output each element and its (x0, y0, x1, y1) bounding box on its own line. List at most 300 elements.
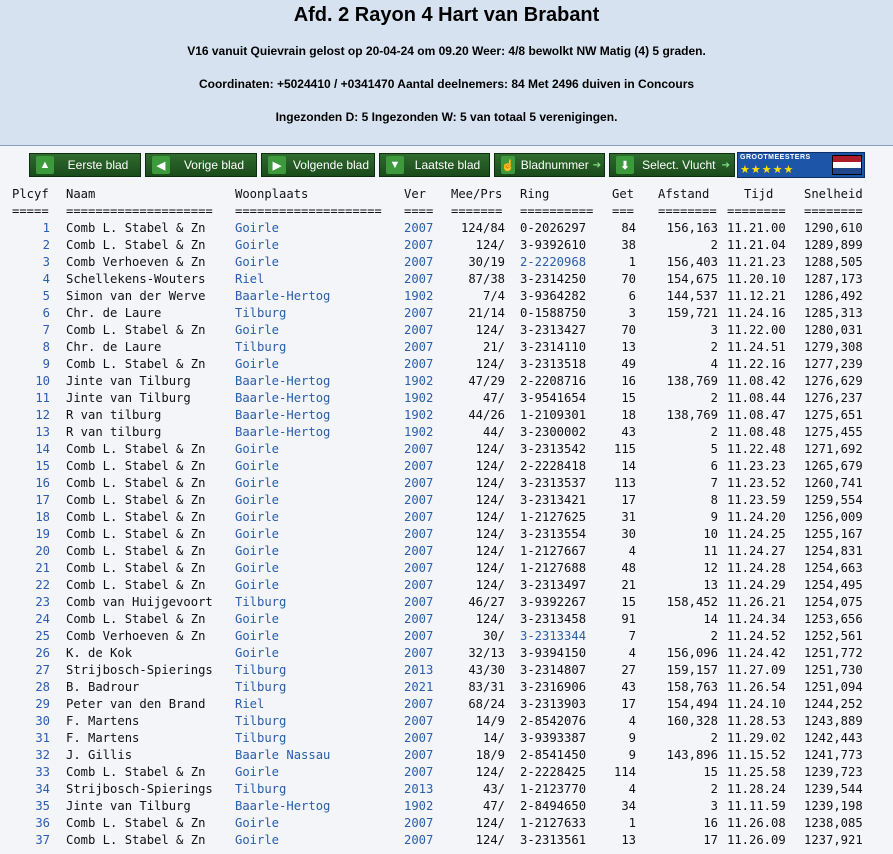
cell-mee-prs: 124/ (475, 578, 505, 592)
cell-ver[interactable]: 2007 (404, 578, 434, 592)
cell-plaats[interactable]: 1 (42, 221, 50, 235)
cell-woonplaats[interactable]: Goirle (235, 493, 280, 507)
cell-snelheid: 1256,009 (804, 510, 863, 524)
cell-woonplaats[interactable]: Goirle (235, 527, 280, 541)
cell-ring: 3-2313561 (520, 833, 587, 847)
cell-afstand: 7 (710, 476, 718, 490)
cell-ver[interactable]: 2007 (404, 714, 434, 728)
cell-woonplaats[interactable]: Riel (235, 697, 265, 711)
cell-woonplaats[interactable]: Tilburg (235, 340, 287, 354)
cell-mee-prs: 124/ (475, 476, 505, 490)
cell-snelheid: 1254,075 (804, 595, 863, 609)
cell-ver[interactable]: 2007 (404, 612, 434, 626)
cell-mee-prs: 124/ (475, 510, 505, 524)
cell-woonplaats[interactable]: Tilburg (235, 680, 287, 694)
cell-afstand: 154,494 (666, 697, 718, 711)
cell-woonplaats[interactable]: Tilburg (235, 306, 287, 320)
cell-plaats[interactable]: 32 (35, 748, 50, 762)
table-row (0, 696, 893, 713)
cell-ver[interactable]: 2007 (404, 357, 434, 371)
cell-woonplaats[interactable]: Tilburg (235, 731, 287, 745)
cell-afstand: 13 (703, 578, 718, 592)
table-row (0, 645, 893, 662)
cell-plaats[interactable]: 30 (35, 714, 50, 728)
cell-snelheid: 1254,495 (804, 578, 863, 592)
cell-mee-prs: 124/84 (460, 221, 505, 235)
cell-tijd: 11.29.02 (727, 731, 786, 745)
cell-naam: Comb L. Stabel & Zn (66, 612, 206, 626)
cell-plaats[interactable]: 8 (42, 340, 50, 354)
cell-ver[interactable]: 2021 (404, 680, 434, 694)
cell-plaats[interactable]: 31 (35, 731, 50, 745)
cell-ver[interactable]: 1902 (404, 289, 434, 303)
cell-ver[interactable]: 2007 (404, 238, 434, 252)
cell-naam: Strijbosch-Spierings (66, 782, 213, 796)
cell-naam: Comb L. Stabel & Zn (66, 578, 206, 592)
cell-ring: 3-2300002 (520, 425, 587, 439)
cell-tijd: 11.24.10 (727, 697, 786, 711)
cell-ver[interactable]: 2007 (404, 748, 434, 762)
cell-plaats[interactable]: 6 (42, 306, 50, 320)
cell-plaats[interactable]: 27 (35, 663, 50, 677)
cell-ring: 3-2314110 (520, 340, 587, 354)
cell-plaats[interactable]: 3 (42, 255, 50, 269)
cell-woonplaats[interactable]: Goirle (235, 561, 280, 575)
cell-tijd: 11.24.20 (727, 510, 786, 524)
table-row (0, 509, 893, 526)
cell-ring: 1-2127625 (520, 510, 587, 524)
cell-ver[interactable]: 2007 (404, 646, 434, 660)
cell-tijd: 11.26.54 (727, 680, 786, 694)
cell-plaats[interactable]: 34 (35, 782, 50, 796)
cell-tijd: 11.08.42 (727, 374, 786, 388)
cell-woonplaats[interactable]: Goirle (235, 510, 280, 524)
cell-afstand: 14 (703, 612, 718, 626)
cell-mee-prs: 32/13 (468, 646, 505, 660)
cell-woonplaats[interactable]: Baarle-Hertog (235, 408, 331, 422)
cell-snelheid: 1285,313 (804, 306, 863, 320)
cell-plaats[interactable]: 4 (42, 272, 50, 286)
cell-woonplaats[interactable]: Goirle (235, 816, 280, 830)
cell-woonplaats[interactable]: Baarle-Hertog (235, 391, 331, 405)
col-ring: Ring (520, 187, 550, 201)
cell-plaats[interactable]: 29 (35, 697, 50, 711)
cell-plaats[interactable]: 35 (35, 799, 50, 813)
cell-plaats[interactable]: 9 (42, 357, 50, 371)
cell-ver[interactable]: 2007 (404, 816, 434, 830)
page-number-button[interactable]: ☝ Bladnummer ➔ (494, 153, 605, 177)
cell-get: 34 (621, 799, 636, 813)
grootmeesters-badge[interactable]: GROOTMEESTERS ★★★★★ (737, 152, 865, 178)
cell-ver[interactable]: 1902 (404, 408, 434, 422)
cell-get: 1 (628, 816, 636, 830)
table-row (0, 747, 893, 764)
cell-woonplaats[interactable]: Baarle-Hertog (235, 289, 331, 303)
cell-ring: 0-1588750 (520, 306, 587, 320)
cell-naam: Comb L. Stabel & Zn (66, 459, 206, 473)
cell-get: 4 (628, 714, 636, 728)
cell-plaats[interactable]: 26 (35, 646, 50, 660)
cell-get: 21 (621, 578, 636, 592)
cell-plaats[interactable]: 33 (35, 765, 50, 779)
arrow-left-icon: ◀ (152, 156, 170, 174)
cell-naam: Comb L. Stabel & Zn (66, 544, 206, 558)
cell-woonplaats[interactable]: Goirle (235, 323, 280, 337)
cell-naam: Comb L. Stabel & Zn (66, 221, 206, 235)
col-get: Get (612, 187, 635, 201)
cell-get: 114 (613, 765, 636, 779)
cell-mee-prs: 7/4 (482, 289, 505, 303)
cell-mee-prs: 87/38 (468, 272, 505, 286)
cell-tijd: 11.23.59 (727, 493, 786, 507)
stars-icon: ★★★★★ (740, 164, 795, 176)
cell-tijd: 11.23.52 (727, 476, 786, 490)
arrow-up-icon: ▲ (36, 156, 54, 174)
table-row (0, 424, 893, 441)
cell-ring: 3-9541654 (520, 391, 587, 405)
go-arrow-icon: ➔ (592, 159, 602, 171)
cell-ring: 0-2026297 (520, 221, 587, 235)
cell-ver[interactable]: 1902 (404, 425, 434, 439)
cell-woonplaats[interactable]: Goirle (235, 765, 280, 779)
cell-plaats[interactable]: 36 (35, 816, 50, 830)
cell-woonplaats[interactable]: Goirle (235, 646, 280, 660)
cell-ver[interactable]: 2007 (404, 493, 434, 507)
cell-get: 70 (621, 272, 636, 286)
table-row (0, 271, 893, 288)
cell-plaats[interactable]: 19 (35, 527, 50, 541)
cell-ver[interactable]: 1902 (404, 374, 434, 388)
cell-plaats[interactable]: 21 (35, 561, 50, 575)
cell-woonplaats[interactable]: Baarle Nassau (235, 748, 331, 762)
cell-ring: 3-2313554 (520, 527, 587, 541)
cell-woonplaats[interactable]: Goirle (235, 612, 280, 626)
dutch-flag-icon (832, 155, 862, 175)
cell-snelheid: 1275,651 (804, 408, 863, 422)
cell-plaats[interactable]: 15 (35, 459, 50, 473)
cell-ring: 3-2316906 (520, 680, 587, 694)
cell-tijd: 11.08.48 (727, 425, 786, 439)
cell-ring: 3-2314807 (520, 663, 587, 677)
cell-woonplaats[interactable]: Tilburg (235, 714, 287, 728)
cell-mee-prs: 124/ (475, 442, 505, 456)
cell-snelheid: 1271,692 (804, 442, 863, 456)
cell-ring: 3-2313427 (520, 323, 587, 337)
cell-afstand: 6 (710, 459, 718, 473)
cell-plaats[interactable]: 14 (35, 442, 50, 456)
cell-ver[interactable]: 2013 (404, 663, 434, 677)
cell-ring[interactable]: 2-2220968 (520, 255, 587, 269)
last-page-button[interactable]: ▼ Laatste blad (379, 153, 490, 177)
cell-ver[interactable]: 2007 (404, 221, 434, 235)
cell-mee-prs: 21/14 (468, 306, 505, 320)
cell-naam: K. de Kok (66, 646, 133, 660)
cell-ring: 3-9394150 (520, 646, 587, 660)
cell-mee-prs: 30/ (482, 629, 505, 643)
cell-ring: 2-8494650 (520, 799, 587, 813)
cell-get: 38 (621, 238, 636, 252)
table-row (0, 237, 893, 254)
cell-woonplaats[interactable]: Goirle (235, 578, 280, 592)
table-row (0, 373, 893, 390)
table-row (0, 832, 893, 849)
cell-snelheid: 1279,308 (804, 340, 863, 354)
cell-tijd: 11.21.23 (727, 255, 786, 269)
cell-afstand: 8 (710, 493, 718, 507)
cell-afstand: 158,763 (666, 680, 718, 694)
cell-ring: 1-2123770 (520, 782, 587, 796)
cell-ver[interactable]: 2007 (404, 561, 434, 575)
cell-tijd: 11.21.04 (727, 238, 786, 252)
cell-ring: 1-2127633 (520, 816, 587, 830)
cell-afstand: 2 (710, 238, 718, 252)
cell-ver[interactable]: 2007 (404, 340, 434, 354)
cell-get: 7 (628, 629, 636, 643)
cell-snelheid: 1239,723 (804, 765, 863, 779)
cell-snelheid: 1251,772 (804, 646, 863, 660)
table-row (0, 662, 893, 679)
cell-snelheid: 1280,031 (804, 323, 863, 337)
cell-plaats[interactable]: 10 (35, 374, 50, 388)
cell-plaats[interactable]: 2 (42, 238, 50, 252)
cell-mee-prs: 124/ (475, 527, 505, 541)
cell-afstand: 159,157 (666, 663, 718, 677)
cell-mee-prs: 44/26 (468, 408, 505, 422)
cell-ring: 3-9392267 (520, 595, 587, 609)
cell-afstand: 4 (710, 357, 718, 371)
cell-woonplaats[interactable]: Baarle-Hertog (235, 374, 331, 388)
table-row (0, 781, 893, 798)
cell-tijd: 11.22.48 (727, 442, 786, 456)
cell-tijd: 11.21.00 (727, 221, 786, 235)
next-page-button[interactable]: ▶ Volgende blad (261, 153, 375, 177)
download-icon: ⬇ (616, 156, 634, 174)
table-row (0, 475, 893, 492)
cell-plaats[interactable]: 12 (35, 408, 50, 422)
first-page-button[interactable]: ▲ Eerste blad (29, 153, 141, 177)
previous-page-button[interactable]: ◀ Vorige blad (145, 153, 257, 177)
cell-plaats[interactable]: 13 (35, 425, 50, 439)
cell-tijd: 11.08.47 (727, 408, 786, 422)
cell-ver[interactable]: 2013 (404, 782, 434, 796)
cell-ver[interactable]: 2007 (404, 476, 434, 490)
results-table (0, 186, 893, 849)
cell-woonplaats[interactable]: Goirle (235, 442, 280, 456)
cell-naam: Simon van der Werve (66, 289, 206, 303)
cell-plaats[interactable]: 11 (35, 391, 50, 405)
table-body (0, 220, 893, 849)
cell-snelheid: 1239,198 (804, 799, 863, 813)
cell-plaats[interactable]: 20 (35, 544, 50, 558)
cell-ver[interactable]: 2007 (404, 255, 434, 269)
cell-afstand: 11 (703, 544, 718, 558)
cell-get: 13 (621, 340, 636, 354)
cell-mee-prs: 124/ (475, 561, 505, 575)
cell-naam: Chr. de Laure (66, 306, 162, 320)
cell-get: 17 (621, 697, 636, 711)
cell-ring: 2-8542076 (520, 714, 587, 728)
cell-naam: Strijbosch-Spierings (66, 663, 213, 677)
cell-mee-prs: 30/19 (468, 255, 505, 269)
cell-ring: 2-8541450 (520, 748, 587, 762)
cell-afstand: 156,163 (666, 221, 718, 235)
cell-ver[interactable]: 2007 (404, 544, 434, 558)
cell-naam: Comb L. Stabel & Zn (66, 238, 206, 252)
cell-woonplaats[interactable]: Goirle (235, 476, 280, 490)
cell-tijd: 11.24.34 (727, 612, 786, 626)
cell-plaats[interactable]: 5 (42, 289, 50, 303)
cell-woonplaats[interactable]: Riel (235, 272, 265, 286)
cell-tijd: 11.08.44 (727, 391, 786, 405)
cell-ver[interactable]: 2007 (404, 595, 434, 609)
cell-naam: Comb L. Stabel & Zn (66, 816, 206, 830)
cell-snelheid: 1237,921 (804, 833, 863, 847)
col-plcyf: Plcyf (12, 187, 49, 201)
cell-mee-prs: 124/ (475, 765, 505, 779)
cell-tijd: 11.24.42 (727, 646, 786, 660)
cell-woonplaats[interactable]: Goirle (235, 238, 280, 252)
cell-tijd: 11.28.53 (727, 714, 786, 728)
cell-snelheid: 1252,561 (804, 629, 863, 643)
cell-ring: 3-2313518 (520, 357, 587, 371)
table-row (0, 390, 893, 407)
cell-plaats[interactable]: 18 (35, 510, 50, 524)
table-row (0, 356, 893, 373)
cell-ring: 3-9364282 (520, 289, 587, 303)
cell-tijd: 11.24.27 (727, 544, 786, 558)
cell-snelheid: 1288,505 (804, 255, 863, 269)
cell-snelheid: 1253,656 (804, 612, 863, 626)
cell-woonplaats[interactable]: Tilburg (235, 782, 287, 796)
cell-naam: Chr. de Laure (66, 340, 162, 354)
cell-snelheid: 1276,629 (804, 374, 863, 388)
cell-plaats[interactable]: 25 (35, 629, 50, 643)
cell-tijd: 11.27.09 (727, 663, 786, 677)
cell-ring: 3-2313421 (520, 493, 587, 507)
cell-woonplaats[interactable]: Tilburg (235, 663, 287, 677)
cell-mee-prs: 43/ (482, 782, 505, 796)
cell-woonplaats[interactable]: Goirle (235, 357, 280, 371)
cell-ver[interactable]: 1902 (404, 799, 434, 813)
cell-ver[interactable]: 2007 (404, 765, 434, 779)
cell-ring: 3-2313458 (520, 612, 587, 626)
cell-plaats[interactable]: 17 (35, 493, 50, 507)
cell-afstand: 138,769 (666, 408, 718, 422)
cell-snelheid: 1239,544 (804, 782, 863, 796)
cell-woonplaats[interactable]: Baarle-Hertog (235, 799, 331, 813)
cell-woonplaats[interactable]: Goirle (235, 629, 280, 643)
cell-plaats[interactable]: 16 (35, 476, 50, 490)
cell-mee-prs: 124/ (475, 459, 505, 473)
cell-mee-prs: 124/ (475, 612, 505, 626)
cell-ver[interactable]: 2007 (404, 731, 434, 745)
cell-tijd: 11.24.51 (727, 340, 786, 354)
cell-afstand: 12 (703, 561, 718, 575)
col-naam: Naam (66, 187, 96, 201)
cell-ring: 3-2314250 (520, 272, 587, 286)
entries-info: Ingezonden D: 5 Ingezonden W: 5 van totaal 5 verenigingen. (275, 110, 618, 124)
cell-get: 16 (621, 374, 636, 388)
arrow-right-icon: ▶ (268, 156, 286, 174)
cell-ring: 1-2109301 (520, 408, 587, 422)
cell-afstand: 2 (710, 782, 718, 796)
cell-plaats[interactable]: 22 (35, 578, 50, 592)
cell-afstand: 2 (710, 425, 718, 439)
cell-naam: Peter van den Brand (66, 697, 206, 711)
cell-get: 43 (621, 680, 636, 694)
cell-ver[interactable]: 2007 (404, 272, 434, 286)
cell-ring: 2-2228418 (520, 459, 587, 473)
table-row (0, 220, 893, 237)
cell-get: 70 (621, 323, 636, 337)
cell-ring: 1-2127667 (520, 544, 587, 558)
cell-ver[interactable]: 2007 (404, 510, 434, 524)
cell-mee-prs: 83/31 (468, 680, 505, 694)
cell-ver[interactable]: 2007 (404, 527, 434, 541)
cell-afstand: 158,452 (666, 595, 718, 609)
cell-plaats[interactable]: 23 (35, 595, 50, 609)
cell-naam: Comb van Huijgevoort (66, 595, 213, 609)
cell-ver[interactable]: 1902 (404, 391, 434, 405)
table-row (0, 305, 893, 322)
cell-woonplaats[interactable]: Tilburg (235, 595, 287, 609)
cell-woonplaats[interactable]: Goirle (235, 833, 280, 847)
cell-plaats[interactable]: 7 (42, 323, 50, 337)
table-row (0, 730, 893, 747)
cell-mee-prs: 47/ (482, 799, 505, 813)
cell-plaats[interactable]: 24 (35, 612, 50, 626)
table-row (0, 815, 893, 832)
cell-get: 13 (621, 833, 636, 847)
cell-ver[interactable]: 2007 (404, 629, 434, 643)
cell-afstand: 5 (710, 442, 718, 456)
cell-mee-prs: 68/24 (468, 697, 505, 711)
cell-woonplaats[interactable]: Goirle (235, 255, 280, 269)
cell-woonplaats[interactable]: Baarle-Hertog (235, 425, 331, 439)
cell-plaats[interactable]: 37 (35, 833, 50, 847)
cell-naam: Jinte van Tilburg (66, 391, 191, 405)
cell-ver[interactable]: 2007 (404, 306, 434, 320)
cell-woonplaats[interactable]: Goirle (235, 544, 280, 558)
cell-get: 113 (613, 476, 636, 490)
cell-ver[interactable]: 2007 (404, 323, 434, 337)
cell-get: 31 (621, 510, 636, 524)
cell-ver[interactable]: 2007 (404, 442, 434, 456)
cell-get: 4 (628, 646, 636, 660)
cell-snelheid: 1265,679 (804, 459, 863, 473)
table-row (0, 288, 893, 305)
cell-ver[interactable]: 2007 (404, 833, 434, 847)
cell-tijd: 11.24.29 (727, 578, 786, 592)
cell-plaats[interactable]: 28 (35, 680, 50, 694)
cell-naam: Schellekens-Wouters (66, 272, 206, 286)
cell-afstand: 156,096 (666, 646, 718, 660)
select-flight-button[interactable]: ⬇ Select. Vlucht ➔ (609, 153, 735, 177)
cell-snelheid: 1260,741 (804, 476, 863, 490)
cell-woonplaats[interactable]: Goirle (235, 221, 280, 235)
table-row (0, 492, 893, 509)
cell-get: 49 (621, 357, 636, 371)
cell-mee-prs: 43/30 (468, 663, 505, 677)
cell-snelheid: 1242,443 (804, 731, 863, 745)
cell-snelheid: 1276,237 (804, 391, 863, 405)
cell-ver[interactable]: 2007 (404, 459, 434, 473)
cell-snelheid: 1286,492 (804, 289, 863, 303)
header-separator: ===== ==================== ==================== ==== ======= ========== === ======== ======== ======== (12, 204, 863, 218)
cell-ring[interactable]: 3-2313344 (520, 629, 587, 643)
cell-ver[interactable]: 2007 (404, 697, 434, 711)
cell-woonplaats[interactable]: Goirle (235, 459, 280, 473)
